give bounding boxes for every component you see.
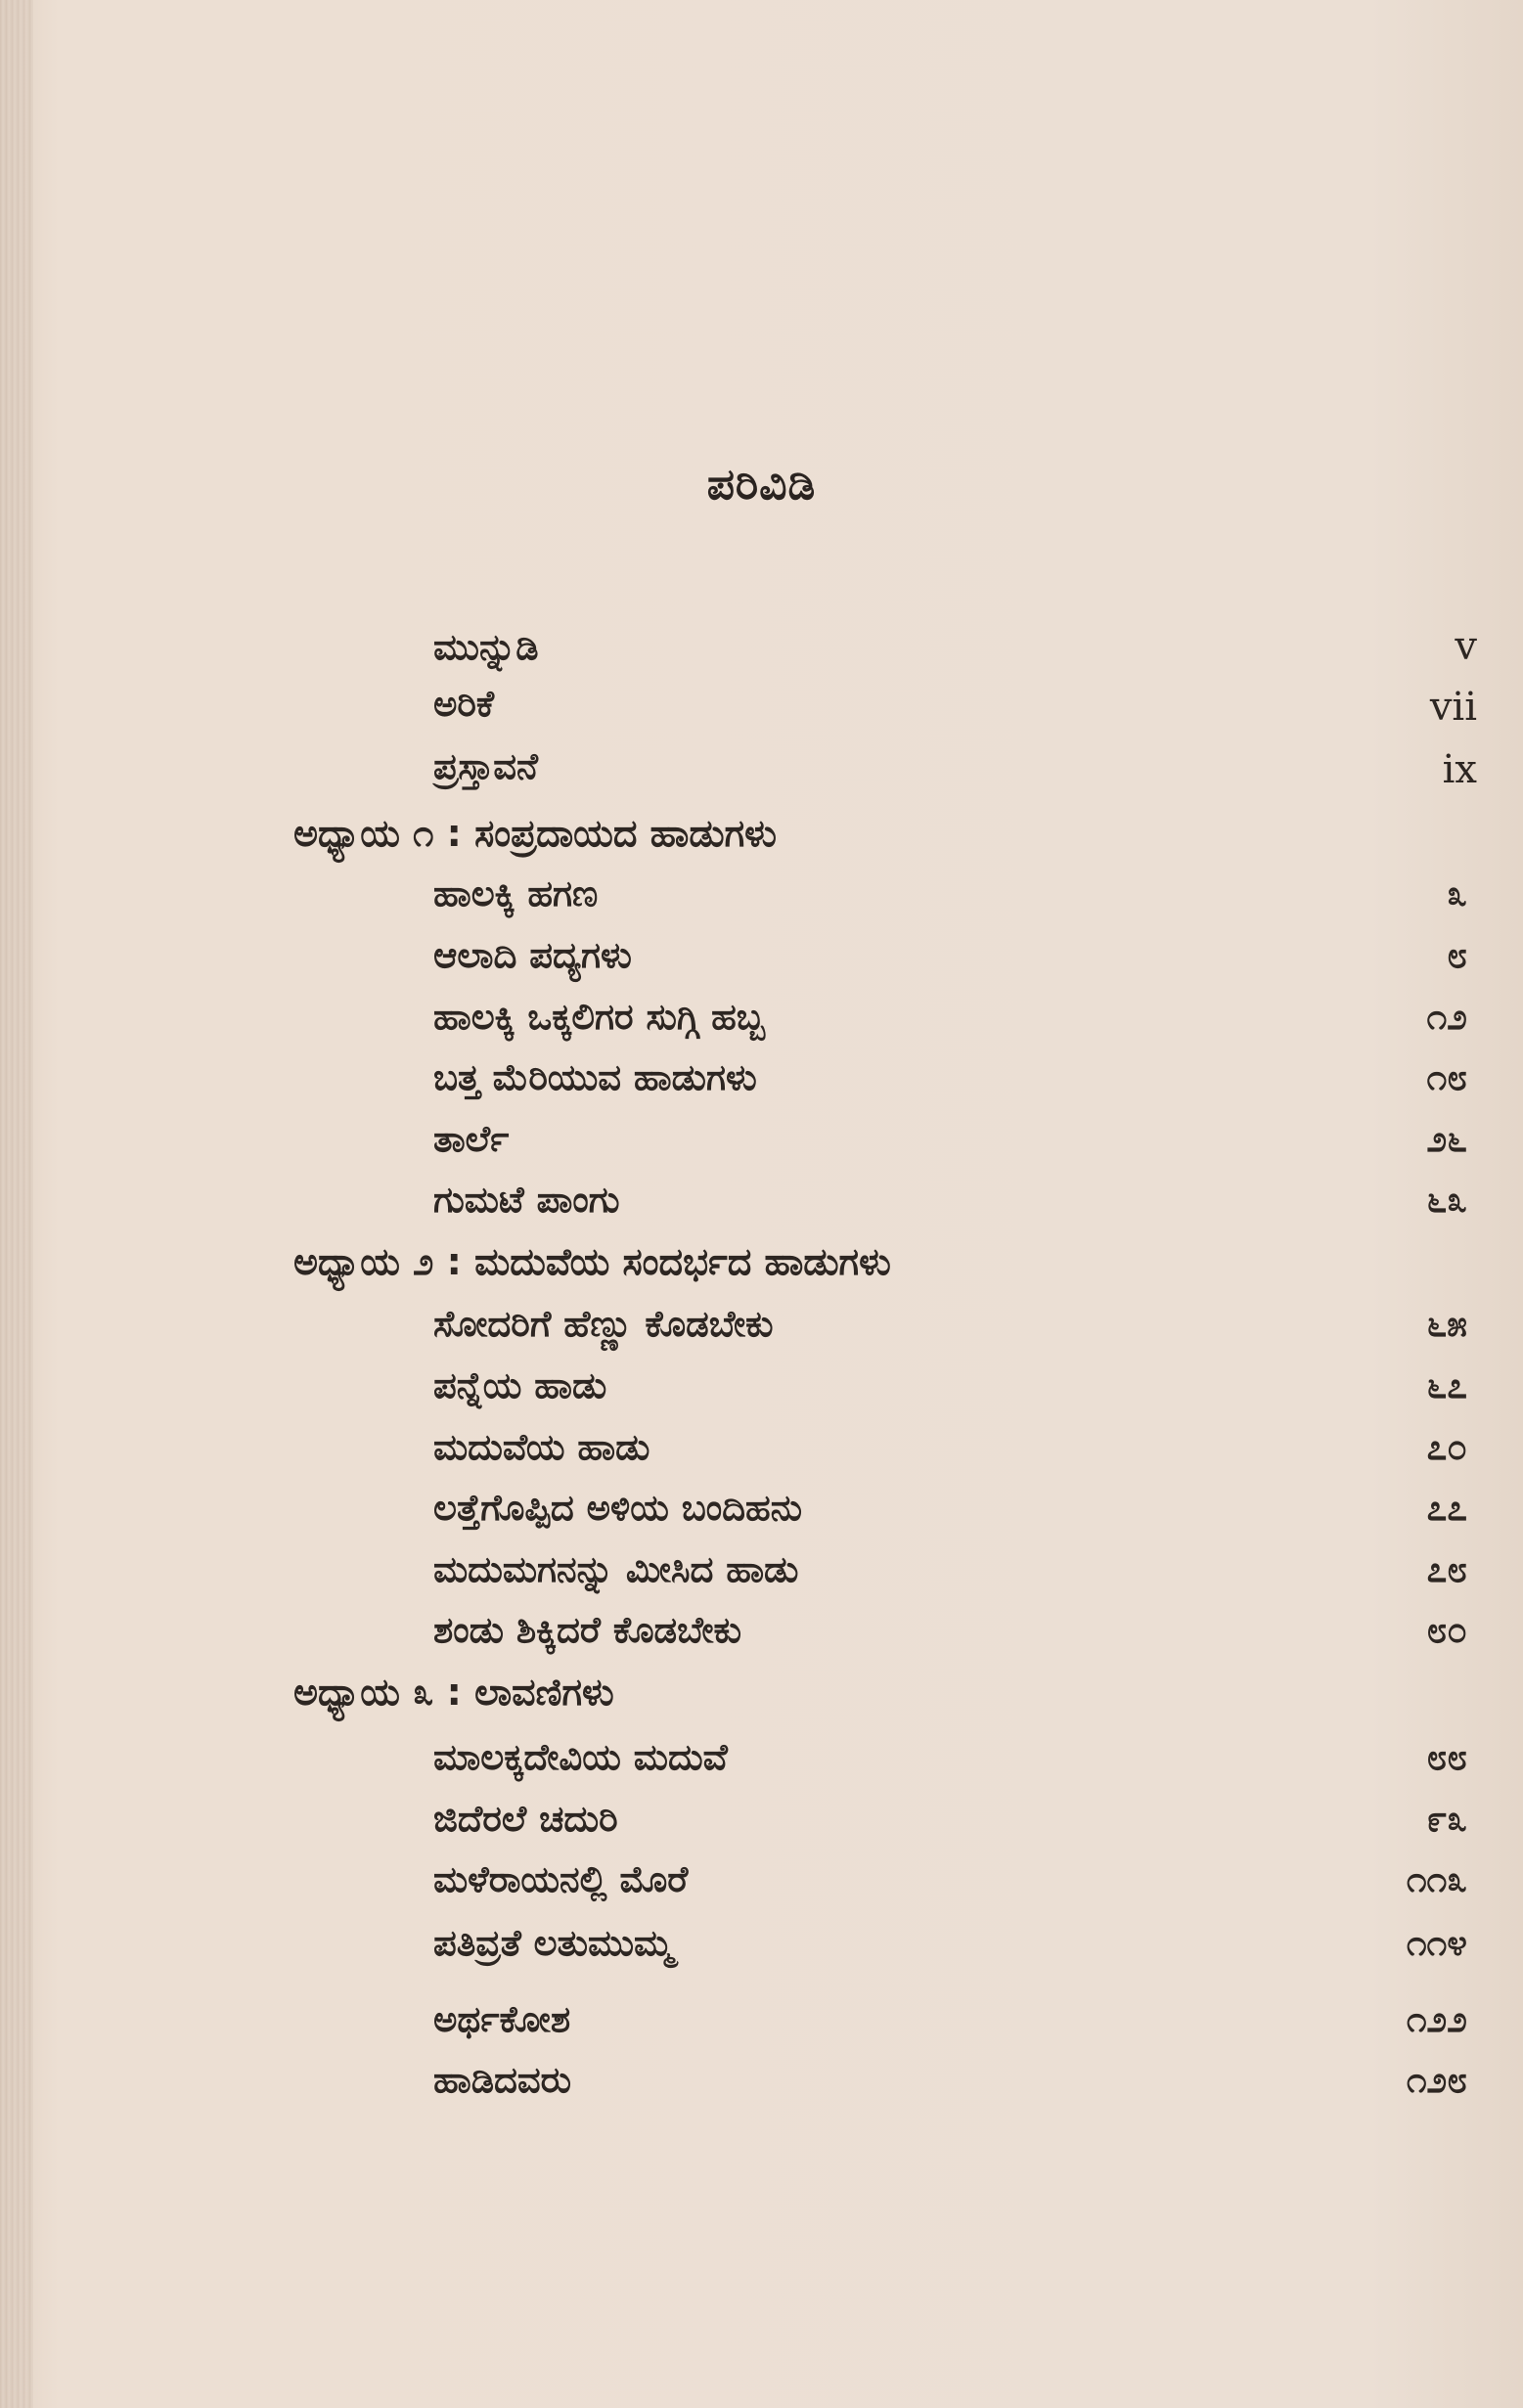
- toc-entry-label: ಹಾಡಿದವರು: [433, 2059, 572, 2101]
- toc-entry-page: ೯೩: [1426, 1798, 1467, 1840]
- page-title: ಪರಿವಿಡಿ: [706, 460, 817, 510]
- toc-entry-label: ಮುನ್ನುಡಿ: [433, 626, 539, 668]
- toc-entry-label: ಪತಿವ್ರತೆ ಲತುಮುಮ್ಮ: [433, 1922, 674, 1964]
- toc-entry-label: ಪ್ರಸ್ತಾವನೆ: [433, 745, 539, 787]
- chapter-heading-label: ಅಧ್ಯಾಯ ೩ : ಲಾವಣಿಗಳು: [293, 1671, 614, 1714]
- toc-entry-label: ಆಲಾದಿ ಪದ್ಯಗಳು: [433, 934, 632, 976]
- toc-entry-page: ೬೩: [1426, 1179, 1467, 1221]
- toc-entry-label: ಅರಿಕೆ: [433, 683, 495, 725]
- toc-entry-page: ೮೮: [1426, 1736, 1467, 1778]
- toc-entry-label: ಮಾಲಕ್ಕದೇವಿಯ ಮದುವೆ: [433, 1736, 728, 1778]
- toc-entry-page: vii: [1429, 685, 1477, 730]
- toc-entry-page: ೧೨: [1426, 996, 1467, 1038]
- toc-entry-label: ಗುಮಟೆ ಪಾಂಗು: [433, 1179, 620, 1221]
- toc-entry-label: ತಾರ್ಲೆ: [433, 1118, 510, 1160]
- toc-entry-label: ಶಂಡು ಶಿಕ್ಕಿದರೆ ಕೊಡಬೇಕು: [433, 1609, 741, 1651]
- toc-entry-label: ಬತ್ತ ಮೆರಿಯುವ ಹಾಡುಗಳು: [433, 1056, 757, 1098]
- toc-entry-page: ix: [1442, 747, 1477, 792]
- toc-entry-label: ಅರ್ಥಕೋಶ: [433, 1998, 571, 2040]
- toc-entry-page: ೮೦: [1426, 1609, 1467, 1651]
- toc-entry-label: ಹಾಲಕ್ಕಿ ಒಕ್ಕಲಿಗರ ಸುಗ್ಗಿ ಹಬ್ಬ: [433, 996, 766, 1038]
- toc-entry-page: ೧೨೨: [1406, 1998, 1467, 2040]
- toc-entry-page: ೩: [1447, 872, 1467, 914]
- chapter-heading-label: ಅಧ್ಯಾಯ ೨ : ಮದುವೆಯ ಸಂದರ್ಭದ ಹಾಡುಗಳು: [293, 1240, 891, 1283]
- toc-entry-page: v: [1455, 624, 1477, 669]
- toc-entry-page: ೬೫: [1426, 1303, 1467, 1345]
- toc-entry-label: ಸೋದರಿಗೆ ಹೆಣ್ಣು ಕೊಡಬೇಕು: [433, 1303, 774, 1345]
- toc-entry-label: ಪನ್ನೆಯ ಹಾಡು: [433, 1364, 607, 1406]
- chapter-heading-label: ಅಧ್ಯಾಯ ೧ : ಸಂಪ್ರದಾಯದ ಹಾಡುಗಳು: [293, 812, 777, 855]
- toc-entry-label: ಮದುವೆಯ ಹಾಡು: [433, 1426, 650, 1468]
- toc-entry-page: ೧೨೮: [1406, 2059, 1467, 2101]
- toc-entry-page: ೭೮: [1426, 1548, 1467, 1590]
- toc-entry-page: ೬೭: [1426, 1364, 1467, 1406]
- toc-entry-page: ೧೮: [1426, 1056, 1467, 1098]
- toc-entry-page: ೭೭: [1426, 1487, 1467, 1529]
- toc-entry-page: ೧೧೩: [1406, 1858, 1467, 1900]
- toc-entry-label: ಜಿದೆರಲೆ ಚದುರಿ: [433, 1798, 618, 1840]
- toc-entry-page: ೮: [1447, 934, 1467, 976]
- toc-entry-page: ೭೦: [1426, 1426, 1467, 1468]
- toc-entry-page: ೨೬: [1426, 1118, 1467, 1160]
- toc-entry-label: ಲತ್ತೆಗೊಪ್ಪಿದ ಅಳಿಯ ಬಂದಿಹನು: [433, 1487, 803, 1529]
- toc-entry-page: ೧೧೪: [1406, 1922, 1467, 1964]
- toc-entry-label: ಮದುಮಗನನ್ನು ಮೀಸಿದ ಹಾಡು: [433, 1548, 799, 1590]
- toc-entry-label: ಹಾಲಕ್ಕಿ ಹಗಣ: [433, 872, 599, 914]
- toc-entry-label: ಮಳೆರಾಯನಲ್ಲಿ ಮೊರೆ: [433, 1858, 689, 1900]
